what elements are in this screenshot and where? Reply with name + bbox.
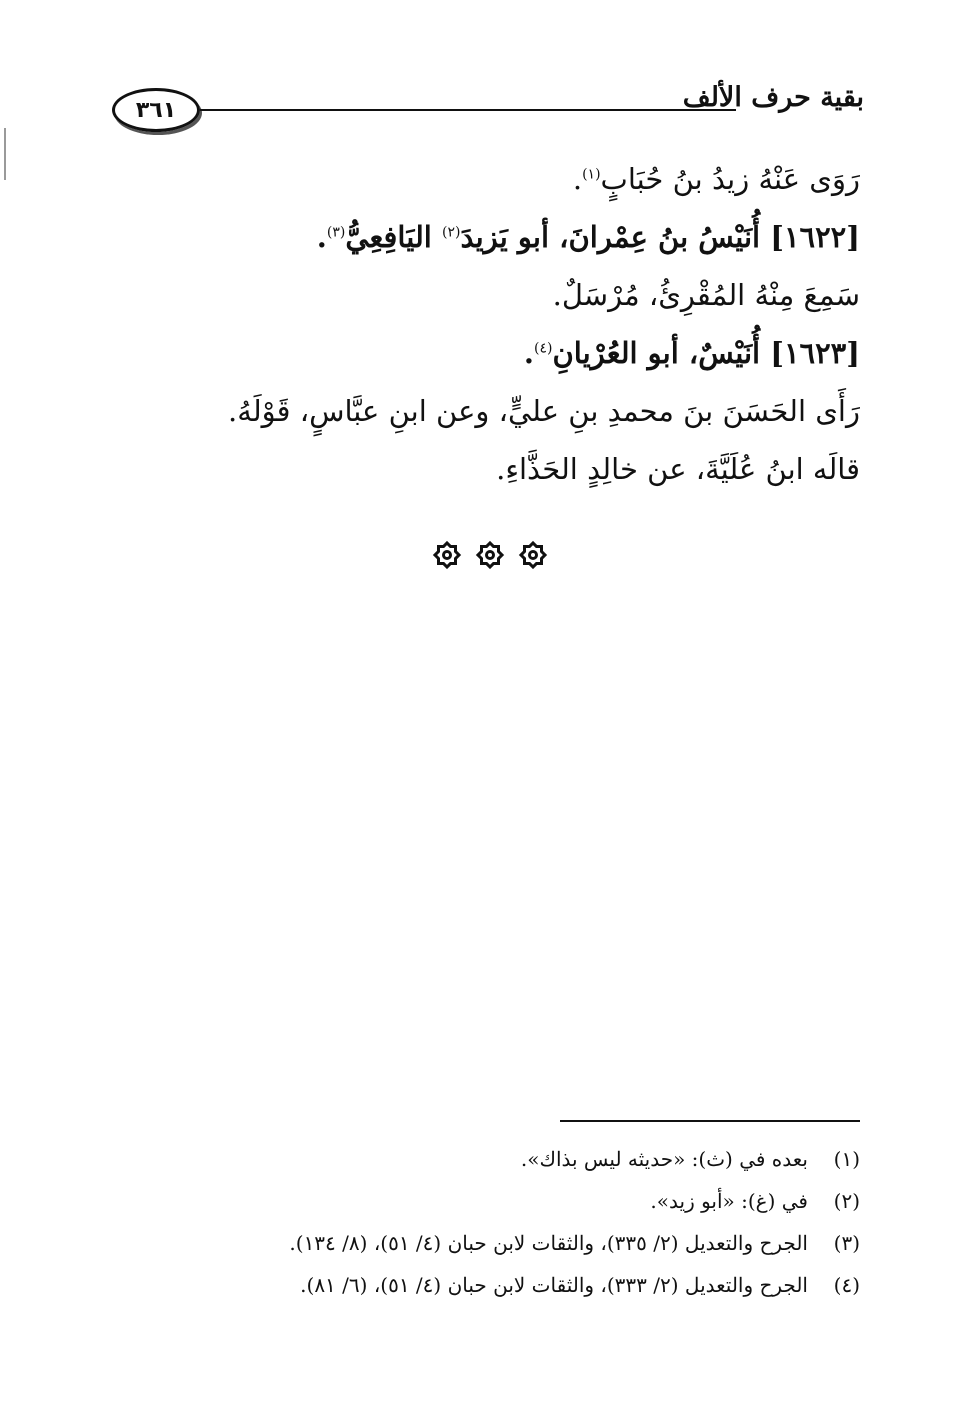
entry-line: [١٦٢٣] أُنَيْسٌ، أبو العُرْيانِ$^{(٤)}$.: [523, 336, 860, 370]
footnote-number: (٢): [833, 1189, 860, 1213]
entry-nisba: اليَافِعِيُّ: [345, 220, 432, 254]
section-divider: [430, 538, 550, 574]
header-rule: [200, 109, 736, 111]
text-line: سَمِعَ مِنْهُ المُقْرِئُ، مُرْسَلٌ.: [552, 278, 860, 312]
page-number: ٣٦١: [135, 97, 177, 123]
entry-number: [١٦٢٢]: [770, 220, 860, 254]
footnote-text: بعده في (ث): «حديثه ليس بذاك».: [520, 1147, 808, 1171]
footnote-item: [160, 1264, 860, 1306]
footnote-number: (٣): [833, 1231, 860, 1255]
entry-number: [١٦٢٣]: [770, 336, 860, 370]
footnote-ref[interactable]: (٤): [534, 340, 553, 357]
footnote-text: الجرح والتعديل (٢/ ٣٣٥)، والثقات لابن حبان (٤/ ٥١)، (٨/ ١٣٤).: [289, 1231, 808, 1255]
footnotes: [160, 1138, 860, 1306]
entry-name: أُنَيْسُ بنُ عِمْرانَ، أبو يَزيدَ: [460, 220, 761, 254]
footnote-ref[interactable]: (٣): [326, 224, 346, 241]
footnote-ref[interactable]: (١): [582, 166, 601, 183]
page-header: [112, 82, 864, 138]
footnote-item: [160, 1180, 860, 1222]
star-ornament-icon: [473, 538, 507, 572]
footnote-separator: [560, 1120, 860, 1122]
footnote-item: [160, 1138, 860, 1180]
star-ornament-icon: [430, 538, 464, 572]
footnote-ref[interactable]: (٢): [441, 224, 461, 241]
footnote-number: (٤): [833, 1273, 860, 1297]
footnote-item: [160, 1222, 860, 1264]
entry-name: أُنَيْسٌ، أبو العُرْيانِ: [552, 336, 761, 370]
footnote-text: الجرح والتعديل (٢/ ٣٣٣)، والثقات لابن حبان (٤/ ٥١)، (٦/ ٨١).: [300, 1273, 808, 1297]
text-line: قالَه ابنُ عُلَيَّةَ، عن خالِدٍ الحَذَّاءِ.: [496, 452, 860, 486]
text-line: رَأَى الحَسَنَ بنَ محمدِ بنِ عليٍّ، وعن ابنِ عبَّاسٍ، قَوْلَهُ.: [228, 394, 860, 428]
star-ornament-icon: [516, 538, 550, 572]
running-title: بقية حرف الألف: [682, 82, 864, 113]
page-number-badge: [112, 88, 200, 132]
footnote-text: في (غ): «أبو زيد».: [650, 1189, 808, 1213]
footnote-number: (١): [833, 1147, 860, 1171]
text-line: رَوَى عَنْهُ زيدُ بنُ حُبَابٍ$^{(١)}$.: [572, 162, 860, 196]
scan-margin-mark: [4, 128, 6, 180]
main-text: [228, 150, 860, 498]
entry-line: [١٦٢٢] أُنَيْسُ بنُ عِمْرانَ، أبو يَزيدَ$^{(٢)}$ اليَافِعِيُّ$^{(٣)}$.: [316, 220, 860, 254]
